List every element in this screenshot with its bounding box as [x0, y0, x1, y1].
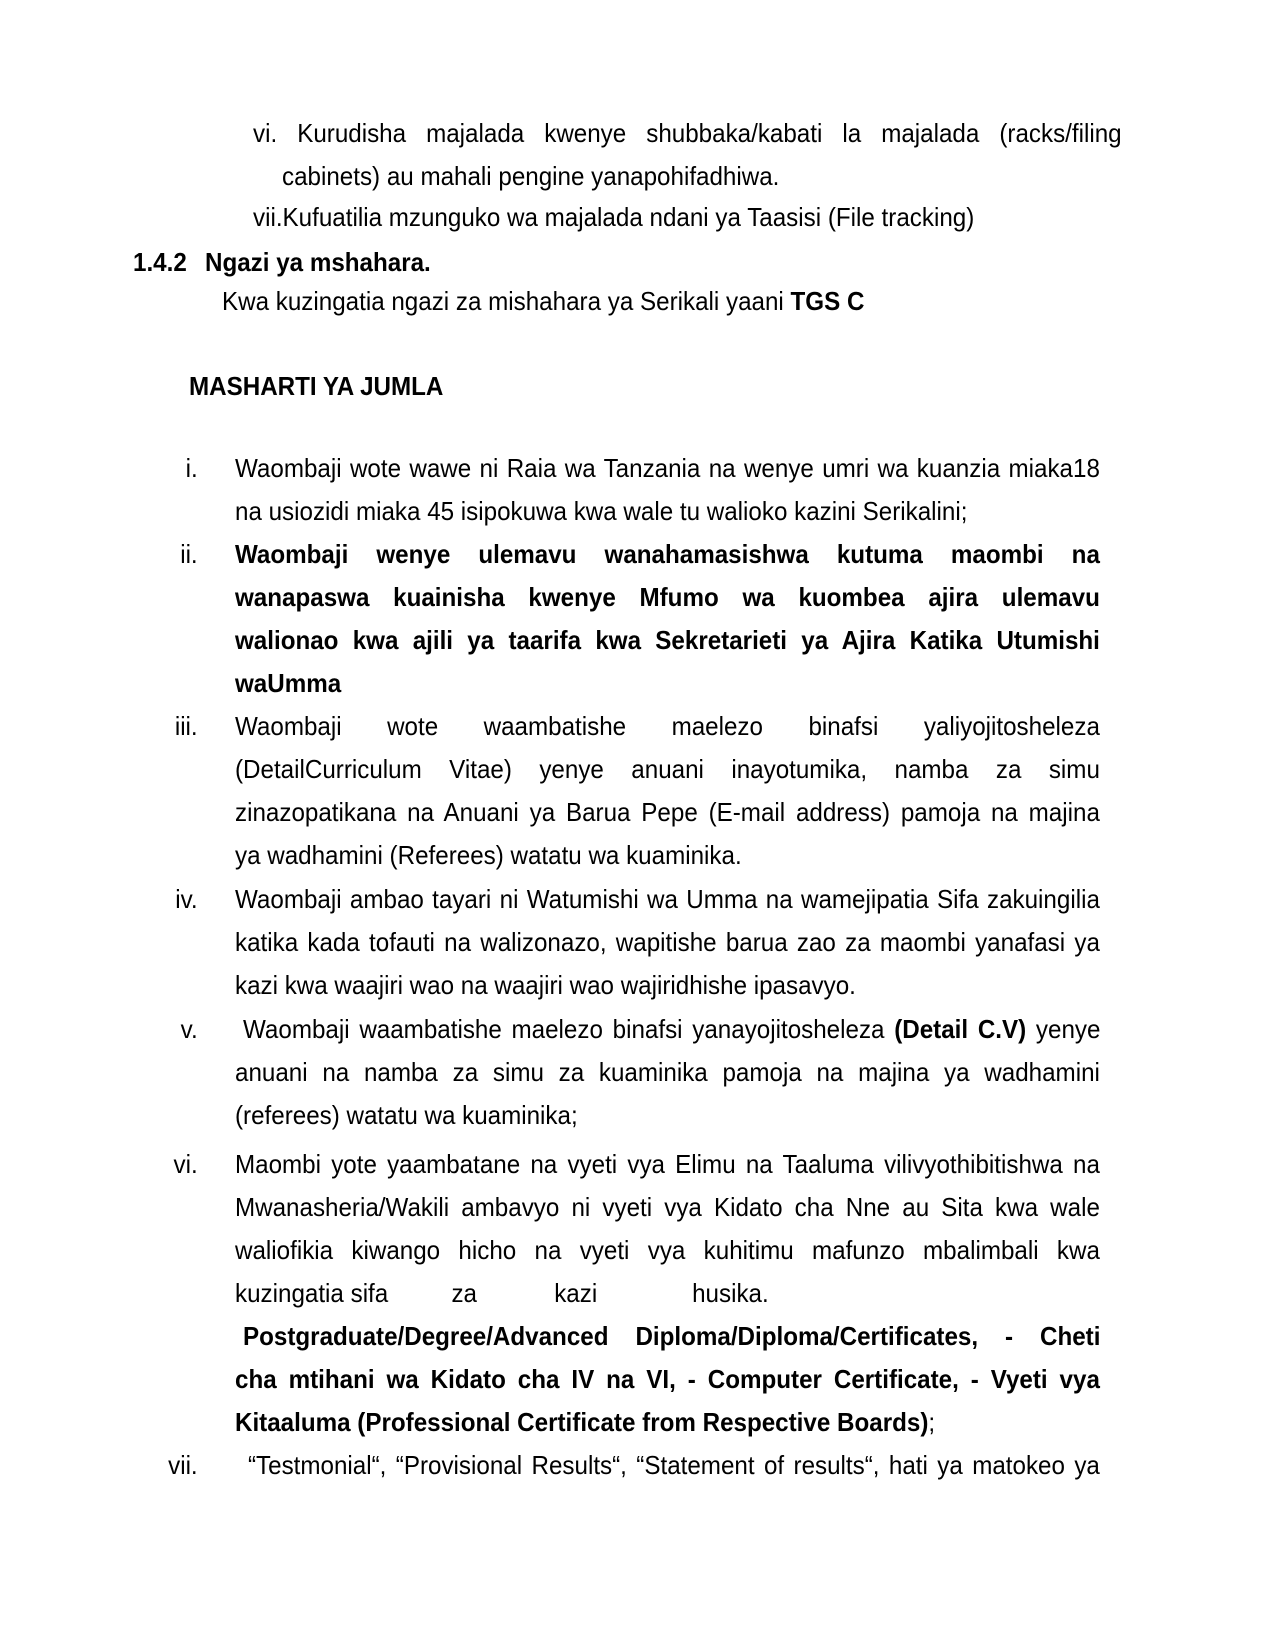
section-heading-1-4-2: [205, 248, 431, 277]
text-segment: katika kada tofauti na walizonazo, wapitishe barua zao za maombi yanafasi ya: [235, 927, 1100, 957]
text-segment: (Detail C.V): [894, 1014, 1027, 1044]
text-segment: Ngazi ya mshahara.: [205, 247, 431, 277]
text-segment: kazi: [554, 1278, 598, 1308]
text-segment: “Testmonial“, “Provisional Results“, “Statement of results“, hati ya matokeo ya: [248, 1450, 1100, 1480]
salary-scale-line: [222, 287, 864, 316]
text-segment: MASHARTI YA JUMLA: [189, 371, 444, 401]
item-i-line-2: [235, 497, 967, 526]
tab-gap: [388, 1301, 451, 1302]
item-vii-line-1: [248, 1451, 1100, 1480]
text-segment: Kwa kuzingatia ngazi za mishahara ya Serikali yaani: [222, 286, 791, 316]
text-segment: husika.: [692, 1278, 769, 1308]
item-vi-bold-line-1: [243, 1322, 1100, 1351]
text-segment: Mwanasheria/Wakili ambavyo ni vyeti vya Kidato cha Nne au Sita kwa wale: [235, 1192, 1100, 1222]
masharti-heading: [189, 372, 443, 401]
list-marker: 1.4.2: [133, 247, 187, 277]
item-vi-line-1: [235, 1150, 1100, 1179]
item-v-line-2: [235, 1058, 1100, 1087]
item-iii-line-1: [235, 712, 1100, 741]
item-ii-line-2: [235, 583, 1100, 612]
tab-gap: [597, 1301, 692, 1302]
item-v-line-1: [243, 1015, 1100, 1044]
tab-gap: [477, 1301, 554, 1302]
text-segment: Waombaji wote waambatishe maelezo binafsi yaliyojitosheleza: [235, 711, 1100, 741]
text-segment: Waombaji wote wawe ni Raia wa Tanzania na wenye umri wa kuanzia miaka18: [235, 453, 1100, 483]
list-marker: vii.: [168, 1450, 198, 1480]
list-marker: v.: [180, 1014, 198, 1044]
item-ii-line-4: [235, 669, 341, 698]
item-iv-line-1: [235, 885, 1100, 914]
prev-item-vi-line-1: [253, 119, 1122, 148]
item-iv-line-3: [235, 971, 856, 1000]
text-segment: Waombaji waambatishe maelezo binafsi yanayojitosheleza: [243, 1014, 895, 1044]
text-segment: cha mtihani wa Kidato cha IV na VI, - Computer Certificate, - Vyeti vya: [235, 1364, 1100, 1394]
item-i-line-1: [235, 454, 1100, 483]
text-segment: (referees) watatu wa kuaminika;: [235, 1100, 578, 1130]
list-marker: ii.: [180, 539, 198, 569]
item-iii-line-3: [235, 798, 1100, 827]
text-segment: wanapaswa kuainisha kwenye Mfumo wa kuombea ajira ulemavu: [235, 582, 1100, 612]
text-segment: waliofikia kiwango hicho na vyeti vya kuhitimu mafunzo mbalimbali kwa: [235, 1235, 1100, 1265]
text-segment: vi. Kurudisha majalada kwenye shubbaka/kabati la majalada (racks/filing: [253, 118, 1122, 148]
text-segment: na usiozidi miaka 45 isipokuwa kwa wale tu walioko kazini Serikalini;: [235, 496, 968, 526]
text-segment: Waombaji wenye ulemavu wanahamasishwa kutuma maombi na: [235, 539, 1100, 569]
text-segment: waUmma: [235, 668, 342, 698]
text-segment: TGS C: [790, 286, 865, 316]
item-vi-line-2: [235, 1193, 1100, 1222]
item-iii-line-2: [235, 755, 1100, 784]
item-vi-line-3: [235, 1236, 1100, 1265]
list-marker: i.: [185, 453, 198, 483]
list-marker: iv.: [175, 884, 198, 914]
text-segment: anuani na namba za simu za kuaminika pamoja na majina ya wadhamini: [235, 1057, 1100, 1087]
item-vi-bold-line-2: [235, 1365, 1100, 1394]
item-ii-line-1: [235, 540, 1100, 569]
text-segment: Postgraduate/Degree/Advanced Diploma/Diploma/Certificates, - Cheti: [243, 1321, 1101, 1351]
item-v-line-3: [235, 1101, 578, 1130]
text-segment: Kitaaluma (Professional Certificate from Respective Boards): [235, 1407, 929, 1437]
text-segment: ;: [928, 1407, 936, 1437]
text-segment: vii.Kufuatilia mzunguko wa majalada ndani ya Taasisi (File tracking): [253, 202, 975, 232]
list-marker: vi.: [173, 1149, 198, 1179]
text-segment: Waombaji ambao tayari ni Watumishi wa Umma na wamejipatia Sifa zakuingilia: [235, 884, 1100, 914]
text-segment: cabinets) au mahali pengine yanapohifadhiwa.: [282, 161, 780, 191]
prev-item-vii-line-1: [253, 203, 974, 232]
text-segment: walionao kwa ajili ya taarifa kwa Sekretarieti ya Ajira Katika Utumishi: [235, 625, 1100, 655]
text-segment: za: [451, 1278, 478, 1308]
prev-item-vi-line-2: [282, 162, 779, 191]
item-vi-bold-line-3: [235, 1408, 935, 1437]
text-segment: kuzingatia sifa: [235, 1278, 389, 1308]
item-ii-line-3: [235, 626, 1100, 655]
text-segment: Maombi yote yaambatane na vyeti vya Elimu na Taaluma vilivyothibitishwa na: [235, 1149, 1100, 1179]
list-marker: iii.: [174, 711, 198, 741]
item-vi-line-4: [235, 1279, 769, 1308]
text-segment: yenye: [1026, 1014, 1101, 1044]
text-segment: ya wadhamini (Referees) watatu wa kuaminika.: [235, 840, 742, 870]
item-iii-line-4: [235, 841, 742, 870]
text-segment: kazi kwa waajiri wao na waajiri wao wajiridhishe ipasavyo.: [235, 970, 856, 1000]
text-segment: (DetailCurriculum Vitae) yenye anuani inayotumika, namba za simu: [235, 754, 1100, 784]
text-segment: zinazopatikana na Anuani ya Barua Pepe (E-mail address) pamoja na majina: [235, 797, 1100, 827]
item-iv-line-2: [235, 928, 1100, 957]
